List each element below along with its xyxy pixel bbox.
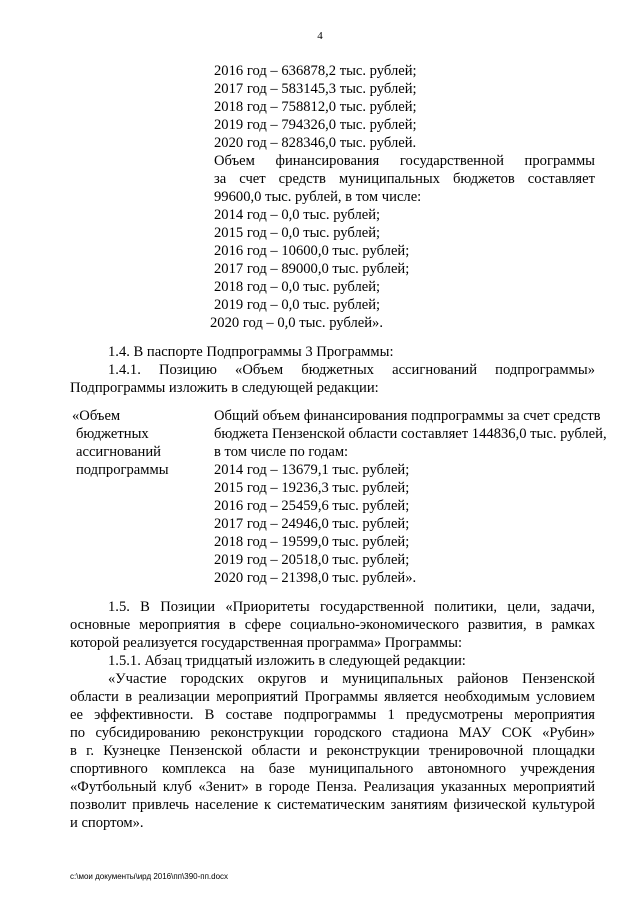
financing-paragraph-line: 99600,0 тыс. рублей, в том числе: — [214, 189, 422, 205]
year-line: 2020 год – 0,0 тыс. рублей». — [210, 315, 383, 331]
table-content-line: Общий объем финансирования подпрограммы за счет средств — [214, 408, 601, 424]
year-line: 2019 год – 0,0 тыс. рублей; — [214, 297, 381, 313]
section-heading: 1.5.1. Абзац тридцатый изложить в следующей редакции: — [108, 653, 466, 669]
table-content-line: 2018 год – 19599,0 тыс. рублей; — [214, 534, 410, 550]
quote-line: по субсидированию реконструкции городского стадиона МАУ СОК «Рубин» — [70, 725, 595, 741]
section-text-line: которой реализуется государственная программа» Программы: — [70, 635, 462, 651]
table-content-line: 2019 год – 20518,0 тыс. рублей; — [214, 552, 410, 568]
table-content-line: 2020 год – 21398,0 тыс. рублей». — [214, 570, 417, 586]
page-number: 4 — [317, 30, 323, 42]
table-content-line: 2015 год – 19236,3 тыс. рублей; — [214, 480, 410, 496]
quote-line: ее эффективности. В составе подпрограммы 1 предусмотрены мероприятия — [70, 707, 595, 723]
table-content-line: 2017 год – 24946,0 тыс. рублей; — [214, 516, 410, 532]
financing-paragraph-line: за счет средств муниципальных бюджетов составляет — [214, 171, 595, 187]
year-line: 2016 год – 10600,0 тыс. рублей; — [214, 243, 410, 259]
year-line: 2016 год – 636878,2 тыс. рублей; — [214, 63, 417, 79]
year-line: 2020 год – 828346,0 тыс. рублей. — [214, 135, 417, 151]
year-line: 2015 год – 0,0 тыс. рублей; — [214, 225, 381, 241]
quote-line: в г. Кузнецке Пензенской области и реконструкции тренировочной площадки — [70, 743, 595, 759]
table-label-line: «Объем — [72, 408, 121, 424]
quote-line: и спортом». — [70, 815, 144, 831]
section-text-line: 1.5. В Позиции «Приоритеты государственной политики, цели, задачи, — [108, 599, 595, 615]
year-line: 2014 год – 0,0 тыс. рублей; — [214, 207, 381, 223]
table-content-line: в том числе по годам: — [214, 444, 349, 460]
quote-line: «Футбольный клуб «Зенит» в городе Пенза. Реализация указанных мероприятий — [70, 779, 595, 795]
year-line: 2018 год – 0,0 тыс. рублей; — [214, 279, 381, 295]
quote-line: «Участие городских округов и муниципальных районов Пензенской — [108, 671, 595, 687]
file-path-footer: c:\мои документы\ирд 2016\пп\390-пп.docx — [70, 872, 229, 881]
year-line: 2017 год – 583145,3 тыс. рублей; — [214, 81, 417, 97]
table-label-line: ассигнований — [76, 444, 161, 460]
table-content-line: бюджета Пензенской области составляет 144836,0 тыс. рублей, — [214, 426, 607, 442]
year-line: 2017 год – 89000,0 тыс. рублей; — [214, 261, 410, 277]
section-text-line: основные мероприятия в сфере социально-экономического развития, в рамках — [70, 617, 595, 633]
section-text-line: 1.4.1. Позицию «Объем бюджетных ассигнований подпрограммы» — [108, 362, 595, 378]
table-content-line: 2014 год – 13679,1 тыс. рублей; — [214, 462, 410, 478]
quote-line: спортивного комплекса на базе муниципального автономного учреждения — [70, 761, 595, 777]
year-line: 2018 год – 758812,0 тыс. рублей; — [214, 99, 417, 115]
table-label-line: подпрограммы — [76, 462, 169, 478]
table-label-line: бюджетных — [76, 426, 149, 442]
quote-line: позволит привлечь население к систематическим занятиям физической культурой — [70, 797, 595, 813]
section-text-line: Подпрограммы изложить в следующей редакции: — [70, 380, 379, 396]
section-heading: 1.4. В паспорте Подпрограммы 3 Программы: — [108, 344, 394, 360]
table-content-line: 2016 год – 25459,6 тыс. рублей; — [214, 498, 410, 514]
year-line: 2019 год – 794326,0 тыс. рублей; — [214, 117, 417, 133]
financing-paragraph-line: Объем финансирования государственной программы — [214, 153, 595, 169]
quote-line: области в реализации мероприятий Программы является необходимым условием — [70, 689, 595, 705]
